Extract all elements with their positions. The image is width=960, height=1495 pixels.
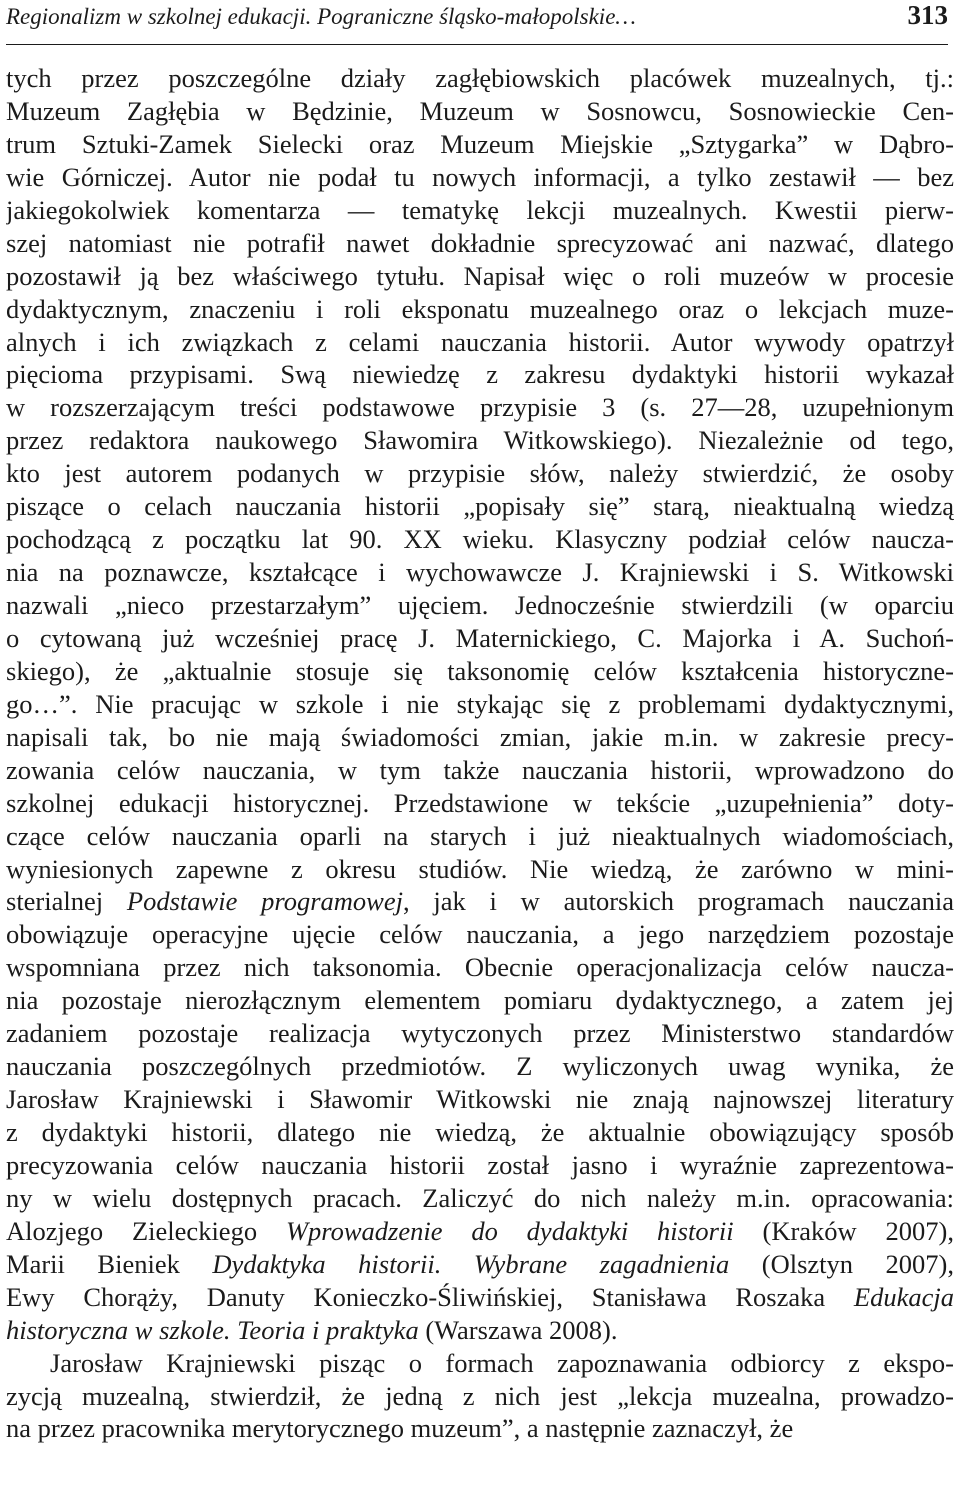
text-line bbox=[6, 853, 954, 886]
text-line bbox=[6, 1314, 954, 1347]
text-run: Jarosław Krajniewski i Sławomir Witkowski nie znają najnowszej literatury bbox=[6, 1084, 954, 1115]
text-line bbox=[6, 688, 954, 721]
text-line bbox=[6, 885, 954, 918]
text-run: kto jest autorem podanych w przypisie słów, należy stwierdzić, że osoby bbox=[6, 458, 954, 489]
text-run: z dydaktyki historii, dlatego nie wiedzą, że aktualnie obowiązujący sposób bbox=[6, 1117, 954, 1147]
text-line bbox=[6, 391, 954, 424]
italic-title: Wprowadzenie do dydaktyki historii bbox=[285, 1215, 734, 1246]
body-text bbox=[6, 62, 954, 1445]
text-run: zowania celów nauczania, w tym także nauczania historii, wprowadzono do bbox=[6, 754, 954, 785]
text-run: precyzowania celów nauczania historii został jasno i wyraźnie zaprezentowa- bbox=[6, 1149, 954, 1180]
text-line bbox=[6, 95, 954, 128]
text-run: alnych i ich związkach z celami nauczania historii. Autor wywody opatrzył bbox=[6, 326, 954, 357]
text-line bbox=[6, 260, 954, 293]
text-line bbox=[6, 227, 954, 260]
text-line bbox=[6, 1083, 954, 1116]
text-run: pięcioma przypisami. Swą niewiedzę z zakresu dydaktyki historii wykazał bbox=[6, 359, 954, 390]
text-run: tych przez poszczególne działy zagłębiowskich placówek muzealnych, tj.: bbox=[6, 63, 954, 93]
text-run: nauczania poszczególnych przedmiotów. Z wyliczonych uwag wynika, że bbox=[6, 1051, 954, 1082]
text-run: ny w wielu dostępnych pracach. Zaliczyć do nich należy m.in. opracowania: bbox=[6, 1182, 954, 1213]
text-run: trum Sztuki-Zamek Sielecki oraz Muzeum Miejskie „Sztygarka” w Dąbro- bbox=[6, 128, 954, 159]
text-run: napisali tak, bo nie mają świadomości zmian, jakie m.in. w zakresie precy- bbox=[6, 721, 954, 752]
text-line bbox=[6, 1380, 954, 1413]
text-run: Alozjego Zieleckiego bbox=[6, 1215, 286, 1246]
text-run: szej natomiast nie potrafił nawet dokładnie sprecyzować ani nazwać, dlatego bbox=[6, 227, 954, 258]
italic-title: historyczna w szkole. Teoria i praktyka bbox=[6, 1314, 419, 1345]
text-line bbox=[6, 1050, 954, 1083]
text-line bbox=[6, 721, 954, 754]
italic-title: Dydaktyka historii. Wybrane zagadnienia bbox=[212, 1248, 730, 1279]
text-run: w rozszerzającym treści podstawowe przypisie 3 (s. 27—28, uzupełnionym bbox=[6, 392, 954, 423]
text-run: jakiegokolwiek komentarza — tematykę lekcji muzealnych. Kwestii pierw- bbox=[6, 194, 954, 225]
text-line bbox=[6, 523, 954, 556]
text-run: skiego), że „aktualnie stosuje się taksonomię celów kształcenia historyczne- bbox=[6, 655, 954, 686]
text-line bbox=[6, 293, 954, 326]
text-line bbox=[6, 1281, 954, 1314]
text-line bbox=[6, 1017, 954, 1050]
text-run: Ewy Chorąży, Danuty Konieczko-Śliwińskiej, Stanisława Roszaka bbox=[6, 1281, 854, 1312]
running-header bbox=[6, 0, 948, 45]
text-run: go…”. Nie pracując w szkole i nie stykając się z problemami dydaktycznymi, bbox=[6, 688, 954, 719]
italic-title: Podstawie programowej bbox=[126, 886, 403, 917]
text-line bbox=[6, 1215, 954, 1248]
text-run: zadaniem pozostaje realizacja wytyczonych przez Ministerstwo standardów bbox=[6, 1018, 954, 1049]
text-line bbox=[6, 424, 954, 457]
text-line bbox=[6, 754, 954, 787]
text-line bbox=[6, 556, 954, 589]
text-line bbox=[6, 358, 954, 391]
text-run: obowiązuje operacyjne ujęcie celów nauczania, a jego narzędziem pozostaje bbox=[6, 919, 954, 950]
text-run: pochodzącą z początku lat 90. XX wieku. Klasyczny podział celów naucza- bbox=[6, 524, 954, 555]
text-line bbox=[6, 62, 954, 95]
text-run: (Warszawa 2008). bbox=[418, 1314, 618, 1345]
text-line bbox=[6, 128, 954, 161]
page-number: 313 bbox=[907, 0, 948, 30]
text-line bbox=[6, 918, 954, 951]
text-line bbox=[6, 1116, 954, 1149]
text-line bbox=[6, 1248, 954, 1281]
text-run: zycją muzealną, stwierdził, że jedną z nich jest „lekcja muzealna, prowadzo- bbox=[6, 1380, 954, 1411]
text-run: o cytowaną już wcześniej pracę J. Maternickiego, C. Majorka i A. Suchoń- bbox=[6, 622, 954, 653]
text-line bbox=[6, 1347, 954, 1380]
text-run: czące celów nauczania oparli na starych i już nieaktualnych wiadomościach, bbox=[6, 820, 954, 851]
text-run: (Olsztyn 2007), bbox=[729, 1248, 954, 1279]
text-line bbox=[6, 622, 954, 655]
text-run: Marii Bieniek bbox=[6, 1248, 213, 1279]
text-line bbox=[6, 326, 954, 359]
text-line bbox=[6, 1182, 954, 1215]
text-run: (Kraków 2007), bbox=[733, 1215, 954, 1246]
text-line bbox=[6, 1412, 954, 1445]
text-line bbox=[6, 1149, 954, 1182]
text-line bbox=[6, 787, 954, 820]
text-run: dydaktycznym, znaczeniu i roli eksponatu muzealnego oraz o lekcjach muze- bbox=[6, 293, 954, 324]
text-run: pozostawił ją bez właściwego tytułu. Napisał więc o roli muzeów w procesie bbox=[6, 260, 954, 291]
text-line bbox=[6, 194, 954, 227]
text-run: nia pozostaje nierozłącznym elementem pomiaru dydaktycznego, a zatem jej bbox=[6, 985, 954, 1016]
text-run: Jarosław Krajniewski pisząc o formach zapoznawania odbiorcy z ekspo- bbox=[50, 1347, 954, 1378]
text-run: na przez pracownika merytorycznego muzeum”, a następnie zaznaczył, że bbox=[6, 1413, 794, 1444]
text-line bbox=[6, 457, 954, 490]
text-run: wyniesionych zapewne z okresu studiów. Nie wiedzą, że zarówno w mini- bbox=[6, 853, 954, 884]
text-line bbox=[6, 951, 954, 984]
text-line bbox=[6, 655, 954, 688]
text-line bbox=[6, 589, 954, 622]
text-run: wspomniana przez nich taksonomia. Obecnie operacjonalizacja celów naucza- bbox=[6, 952, 954, 983]
italic-title: Edukacja bbox=[853, 1281, 954, 1312]
text-run: , jak i w autorskich programach nauczania bbox=[402, 886, 954, 917]
text-line bbox=[6, 820, 954, 853]
text-run: szkolnej edukacji historycznej. Przedstawione w tekście „uzupełnienia” doty- bbox=[6, 787, 954, 818]
text-run: piszące o celach nauczania historii „popisały się” starą, nieaktualną wiedzą bbox=[6, 491, 954, 522]
text-line bbox=[6, 490, 954, 523]
running-title: Regionalizm w szkolnej edukacji. Pograniczne śląsko-małopolskie… bbox=[6, 4, 636, 29]
text-run: sterialnej bbox=[6, 886, 127, 917]
text-run: wie Górniczej. Autor nie podał tu nowych informacji, a tylko zestawił — bez bbox=[6, 161, 954, 192]
text-line bbox=[6, 161, 954, 194]
text-run: Muzeum Zagłębia w Będzinie, Muzeum w Sosnowcu, Sosnowieckie Cen- bbox=[6, 95, 954, 126]
text-line bbox=[6, 984, 954, 1017]
text-run: nia na poznawcze, kształcące i wychowawcze J. Krajniewski i S. Witkowski bbox=[6, 557, 954, 588]
text-run: nazwali „nieco przestarzałym” ujęciem. Jednocześnie stwierdzili (w oparciu bbox=[6, 590, 954, 620]
text-run: przez redaktora naukowego Sławomira Witkowskiego). Niezależnie od tego, bbox=[6, 425, 954, 456]
